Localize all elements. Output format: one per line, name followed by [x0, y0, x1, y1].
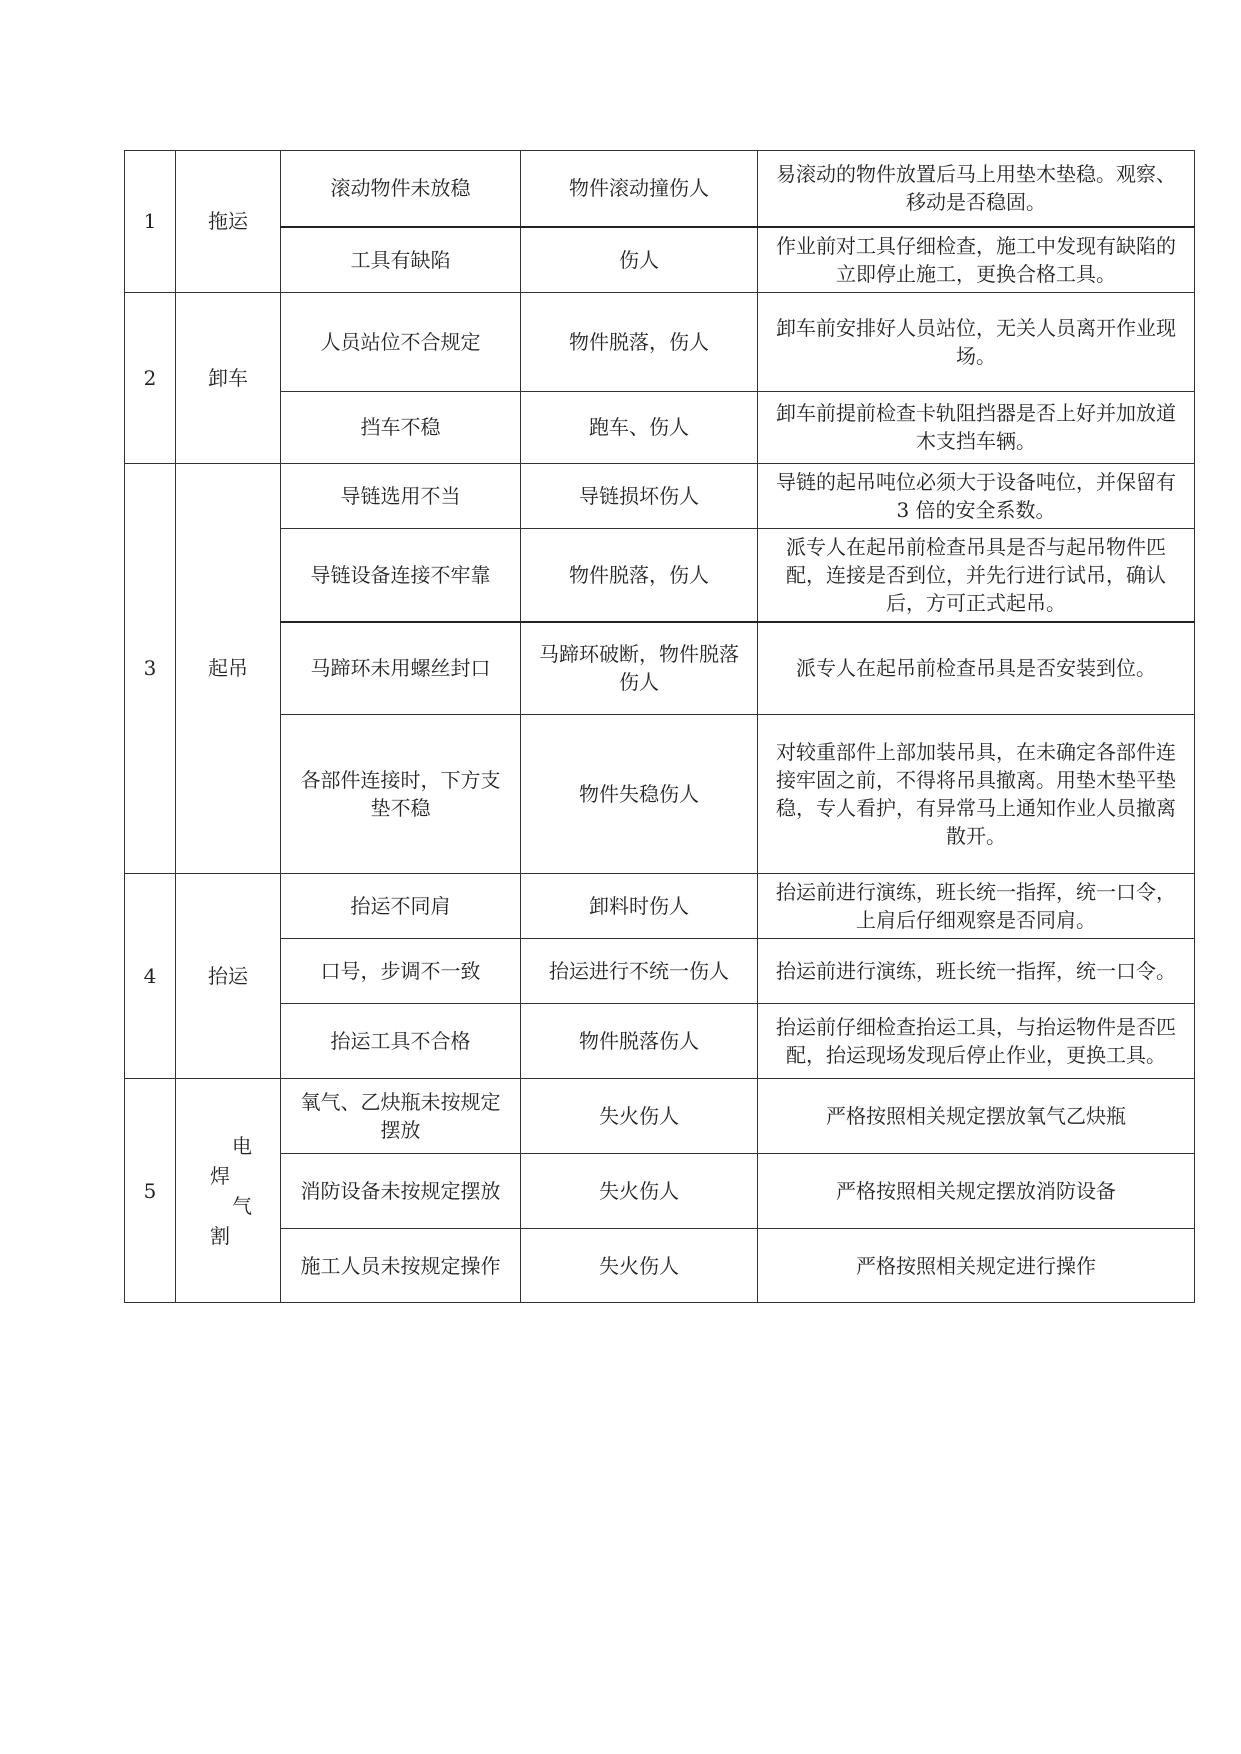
item-number: 3 [125, 463, 176, 874]
hazard-cell: 挡车不稳 [281, 391, 521, 463]
table-row [125, 292, 1195, 391]
table-row [125, 151, 1195, 227]
measure-cell: 抬运前进行演练，班长统一指挥，统一口令，上肩后仔细观察是否同肩。 [758, 874, 1195, 939]
consequence-cell: 伤人 [521, 227, 758, 293]
work-step-name: 起吊 [176, 463, 281, 874]
measure-cell: 卸车前安排好人员站位，无关人员离开作业现场。 [758, 292, 1195, 391]
hazard-cell: 施工人员未按规定操作 [281, 1229, 521, 1303]
consequence-cell: 马蹄环破断，物件脱落伤人 [521, 622, 758, 715]
measure-cell: 作业前对工具仔细检查，施工中发现有缺陷的立即停止施工，更换合格工具。 [758, 227, 1195, 293]
consequence-cell: 物件滚动撞伤人 [521, 151, 758, 227]
work-step-name: 卸车 [176, 292, 281, 463]
measure-cell: 导链的起吊吨位必须大于设备吨位，并保留有 3 倍的安全系数。 [758, 463, 1195, 528]
table-row [125, 1004, 1195, 1079]
consequence-cell: 导链损坏伤人 [521, 463, 758, 528]
table-row [125, 391, 1195, 463]
hazard-cell: 工具有缺陷 [281, 227, 521, 293]
work-step-name [176, 1079, 281, 1303]
measure-cell: 派专人在起吊前检查吊具是否安装到位。 [758, 622, 1195, 715]
hazard-cell: 导链选用不当 [281, 463, 521, 528]
measure-cell: 严格按照相关规定进行操作 [758, 1229, 1195, 1303]
consequence-cell: 物件脱落，伤人 [521, 528, 758, 622]
work-step-name-vertical: 电 焊 气 割 [210, 1133, 252, 1248]
hazard-cell: 抬运工具不合格 [281, 1004, 521, 1079]
measure-cell: 抬运前仔细检查抬运工具，与抬运物件是否匹配，抬运现场发现后停止作业，更换工具。 [758, 1004, 1195, 1079]
consequence-cell: 物件脱落，伤人 [521, 292, 758, 391]
consequence-cell: 物件脱落伤人 [521, 1004, 758, 1079]
consequence-cell: 跑车、伤人 [521, 391, 758, 463]
consequence-cell: 物件失稳伤人 [521, 715, 758, 874]
hazard-cell: 抬运不同肩 [281, 874, 521, 939]
hazard-cell: 各部件连接时，下方支垫不稳 [281, 715, 521, 874]
work-step-name: 拖运 [176, 151, 281, 293]
consequence-cell: 失火伤人 [521, 1229, 758, 1303]
item-number: 5 [125, 1079, 176, 1303]
hazard-cell: 马蹄环未用螺丝封口 [281, 622, 521, 715]
measure-cell: 派专人在起吊前检查吊具是否与起吊物件匹配，连接是否到位，并先行进行试吊，确认后，方可正式起吊。 [758, 528, 1195, 622]
table-row [125, 622, 1195, 715]
consequence-cell: 抬运进行不统一伤人 [521, 939, 758, 1004]
table-row [125, 1154, 1195, 1229]
consequence-cell: 失火伤人 [521, 1079, 758, 1154]
table-row [125, 939, 1195, 1004]
hazard-cell: 消防设备未按规定摆放 [281, 1154, 521, 1229]
risk-control-table [124, 150, 1195, 1303]
item-number: 1 [125, 151, 176, 293]
table-row [125, 528, 1195, 622]
measure-cell: 严格按照相关规定摆放氧气乙炔瓶 [758, 1079, 1195, 1154]
measure-cell: 易滚动的物件放置后马上用垫木垫稳。观察、移动是否稳固。 [758, 151, 1195, 227]
hazard-cell: 氧气、乙炔瓶未按规定摆放 [281, 1079, 521, 1154]
measure-cell: 卸车前提前检查卡轨阻挡器是否上好并加放道木支挡车辆。 [758, 391, 1195, 463]
measure-cell: 抬运前进行演练，班长统一指挥，统一口令。 [758, 939, 1195, 1004]
hazard-cell: 滚动物件未放稳 [281, 151, 521, 227]
item-number: 2 [125, 292, 176, 463]
table-row [125, 715, 1195, 874]
table-row [125, 1229, 1195, 1303]
item-number: 4 [125, 874, 176, 1079]
hazard-cell: 口号，步调不一致 [281, 939, 521, 1004]
work-step-name: 抬运 [176, 874, 281, 1079]
measure-cell: 对较重部件上部加装吊具，在未确定各部件连接牢固之前，不得将吊具撤离。用垫木垫平垫稳，专人看护，有异常马上通知作业人员撤离散开。 [758, 715, 1195, 874]
hazard-cell: 人员站位不合规定 [281, 292, 521, 391]
consequence-cell: 失火伤人 [521, 1154, 758, 1229]
measure-cell: 严格按照相关规定摆放消防设备 [758, 1154, 1195, 1229]
hazard-cell: 导链设备连接不牢靠 [281, 528, 521, 622]
consequence-cell: 卸料时伤人 [521, 874, 758, 939]
table-row [125, 463, 1195, 528]
table-row [125, 874, 1195, 939]
table-row [125, 227, 1195, 293]
table-row [125, 1079, 1195, 1154]
